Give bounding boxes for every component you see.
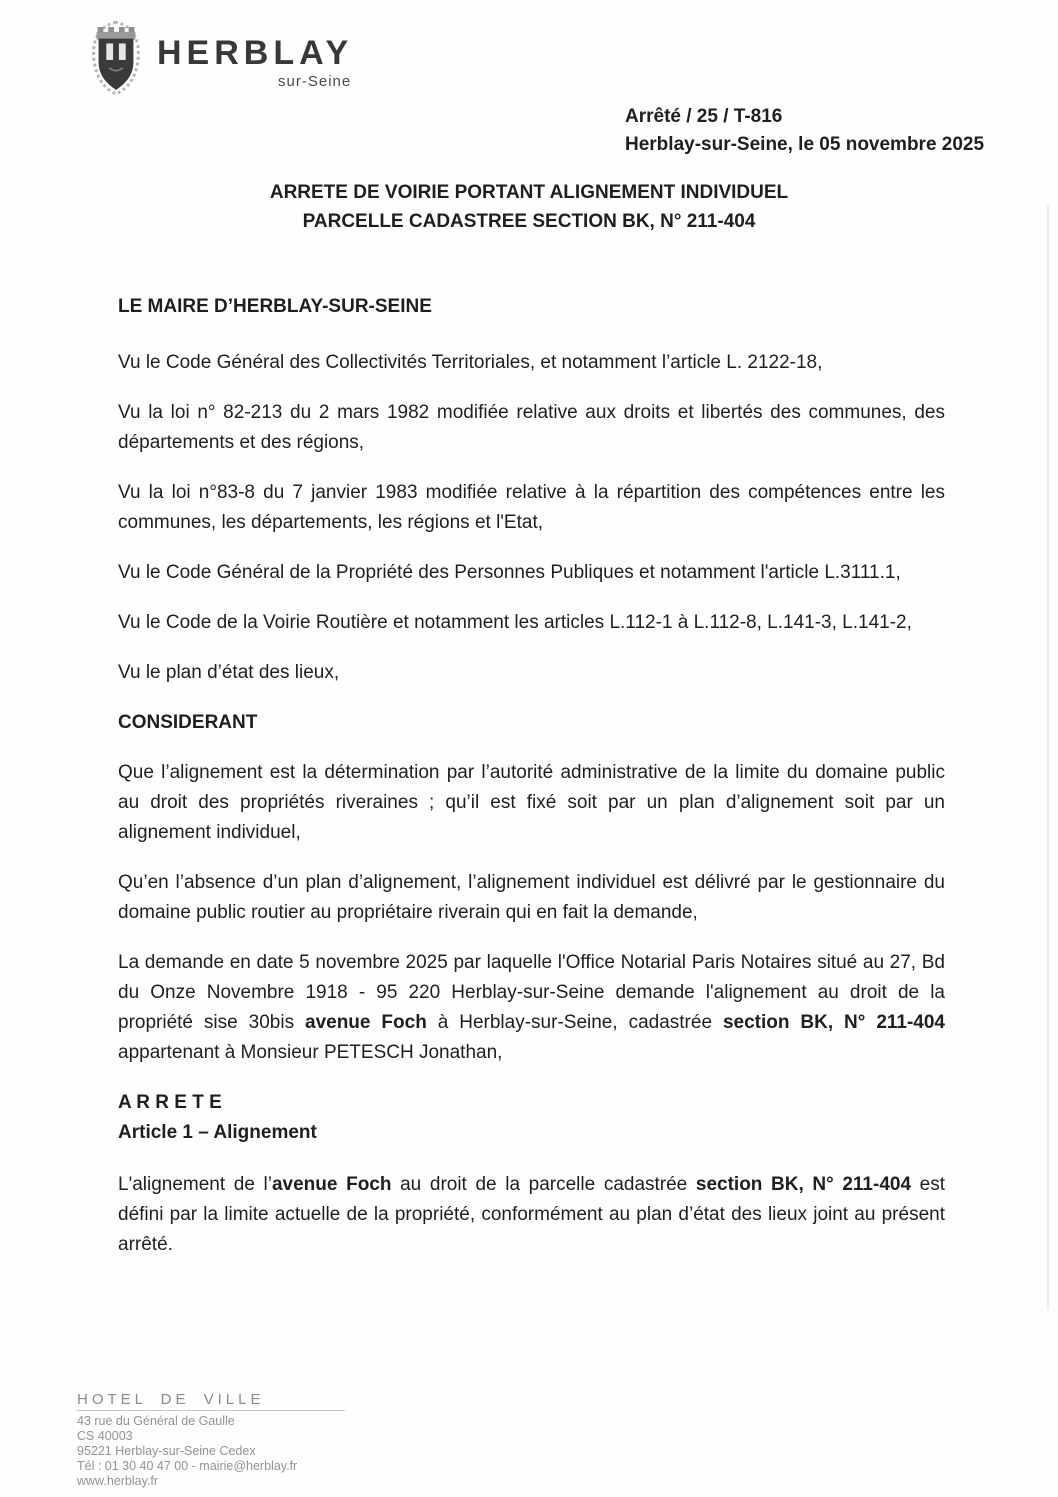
herblay-logo: [85, 16, 353, 100]
demande-bold-avenue-foch: avenue Foch: [305, 1012, 427, 1033]
logo-wordmark: HERBLAY: [157, 34, 354, 72]
footer-address-line-3: 95221 Herblay-sur-Seine Cedex: [77, 1444, 256, 1458]
footer-contact-line: Tél : 01 30 40 47 00 - mairie@herblay.fr: [77, 1459, 298, 1473]
reference-block: [625, 103, 984, 159]
article1-text-pre: L'alignement de l’: [118, 1174, 272, 1195]
logo-text-block: [157, 16, 353, 90]
document-title: [0, 178, 1058, 236]
article1-text-post: est défini par la limite actuelle de la propriété, conformément au plan d’état des lieux joint au présent arrêté.: [118, 1174, 946, 1255]
footer-block: [77, 1392, 345, 1489]
vu-paragraph-2: Vu la loi n° 82-213 du 2 mars 1982 modifiée relative aux droits et libertés des communes, des départements et des régions,: [118, 402, 945, 453]
article-1-paragraph: [118, 1170, 945, 1260]
article1-text-mid: au droit de la parcelle cadastrée: [391, 1174, 696, 1195]
mayor-heading: LE MAIRE D’HERBLAY-SUR-SEINE: [118, 296, 432, 317]
vu-paragraph-5: Vu le Code de la Voirie Routière et notamment les articles L.112-1 à L.112-8, L.141-3, L.141-2,: [118, 612, 912, 633]
coat-of-arms-icon: [85, 16, 147, 100]
document-title-line-2: PARCELLE CADASTREE SECTION BK, N° 211-404: [302, 211, 756, 232]
arrete-heading: A R R E T E: [118, 1092, 222, 1113]
demande-paragraph: [118, 948, 945, 1068]
scan-artifact-line: [1047, 205, 1049, 1310]
footer-website: www.herblay.fr: [77, 1474, 159, 1488]
article1-bold-section: section BK, N° 211-404: [695, 1174, 912, 1195]
vu-paragraph-3: Vu la loi n°83-8 du 7 janvier 1983 modifiée relative à la répartition des compétences entre les communes, les départements, les régions et l'Etat,: [118, 482, 945, 533]
footer-address-line-1: 43 rue du Général de Gaulle: [77, 1414, 235, 1428]
considerant-heading: CONSIDERANT: [118, 712, 258, 733]
vu-paragraph-1: Vu le Code Général des Collectivités Territoriales, et notamment l’article L. 2122-18,: [118, 352, 823, 373]
demande-text-mid: à Herblay-sur-Seine, cadastrée: [426, 1012, 723, 1033]
demande-bold-section: section BK, N° 211-404: [722, 1012, 945, 1033]
vu-paragraph-6: Vu le plan d’état des lieux,: [118, 662, 340, 683]
considerant-paragraph-2: Qu’en l’absence d’un plan d’alignement, l’alignement individuel est délivré par le gestionnaire du domaine public routier au propriétaire riverain qui en fait la demande,: [118, 872, 945, 923]
place-and-date: Herblay-sur-Seine, le 05 novembre 2025: [625, 134, 985, 155]
arrete-reference: Arrêté / 25 / T-816: [625, 106, 783, 127]
logo-subtitle: sur-Seine: [278, 73, 352, 90]
vu-paragraph-4: Vu le Code Général de la Propriété des Personnes Publiques et notamment l'article L.3111.1,: [118, 562, 901, 583]
footer-address-line-2: CS 40003: [77, 1429, 133, 1443]
demande-text-post: appartenant à Monsieur PETESCH Jonathan,: [118, 1042, 503, 1063]
article1-bold-avenue-foch: avenue Foch: [271, 1174, 392, 1195]
footer-title: HOTEL DE VILLE: [77, 1392, 345, 1411]
document-title-line-1: ARRETE DE VOIRIE PORTANT ALIGNEMENT INDIVIDUEL: [269, 182, 789, 203]
document-body: [118, 292, 945, 1280]
considerant-paragraph-1: Que l’alignement est la détermination par l’autorité administrative de la limite du domaine public au droit des propriétés riveraines ; qu’il est fixé soit par un plan d’alignement soit par un alignement individuel,: [118, 762, 945, 843]
demande-text-pre: La demande en date 5 novembre 2025 par laquelle l'Office Notarial Paris Notaires situé au 27, Bd du Onze Novembre 1918 - 95 220 Herblay-sur-Seine demande l'alignement au droit de la propriété sise 30bis: [118, 952, 945, 1033]
article-1-heading: Article 1 – Alignement: [118, 1122, 317, 1143]
